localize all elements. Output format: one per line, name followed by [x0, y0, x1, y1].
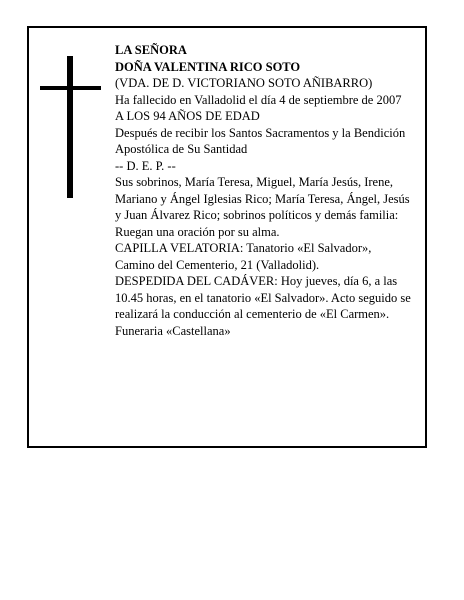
- rest-in-peace: -- D. E. P. --: [115, 158, 176, 173]
- family-list: Sus sobrinos, María Teresa, Miguel, María Jesús, Irene, Mariano y Ángel Iglesias Rico; María Teresa, Ángel, Jesús y Juan Álvarez Rico; sobrinos políticos y demás familia:: [115, 175, 410, 222]
- age-at-death: A LOS 94 AÑOS DE EDAD: [115, 109, 260, 123]
- obituary-notice: [27, 26, 427, 448]
- wake-chapel: CAPILLA VELATORIA: Tanatorio «El Salvador», Camino del Cementerio, 21 (Valladolid).: [115, 241, 372, 272]
- deceased-title: LA SEÑORA: [115, 43, 187, 57]
- prayer-request: Ruegan una oración por su alma.: [115, 224, 280, 239]
- sacraments-text: Después de recibir los Santos Sacramentos y la Bendición Apostólica de Su Santidad: [115, 125, 406, 156]
- cross-vertical-bar: [67, 56, 73, 198]
- funeral-home: Funeraria «Castellana»: [115, 323, 231, 338]
- obituary-text: [115, 42, 411, 339]
- cross-horizontal-bar: [40, 86, 101, 90]
- widow-of: (VDA. DE D. VICTORIANO SOTO AÑIBARRO): [115, 76, 373, 90]
- deceased-name: DOÑA VALENTINA RICO SOTO: [115, 59, 301, 74]
- farewell-details: DESPEDIDA DEL CADÁVER: Hoy jueves, día 6, a las 10.45 horas, en el tanatorio «El Salvador». Acto seguido se realizará la conducción al cementerio de «El Carmen».: [115, 274, 411, 321]
- death-notice: Ha fallecido en Valladolid el día 4 de septiembre de 2007: [115, 92, 402, 107]
